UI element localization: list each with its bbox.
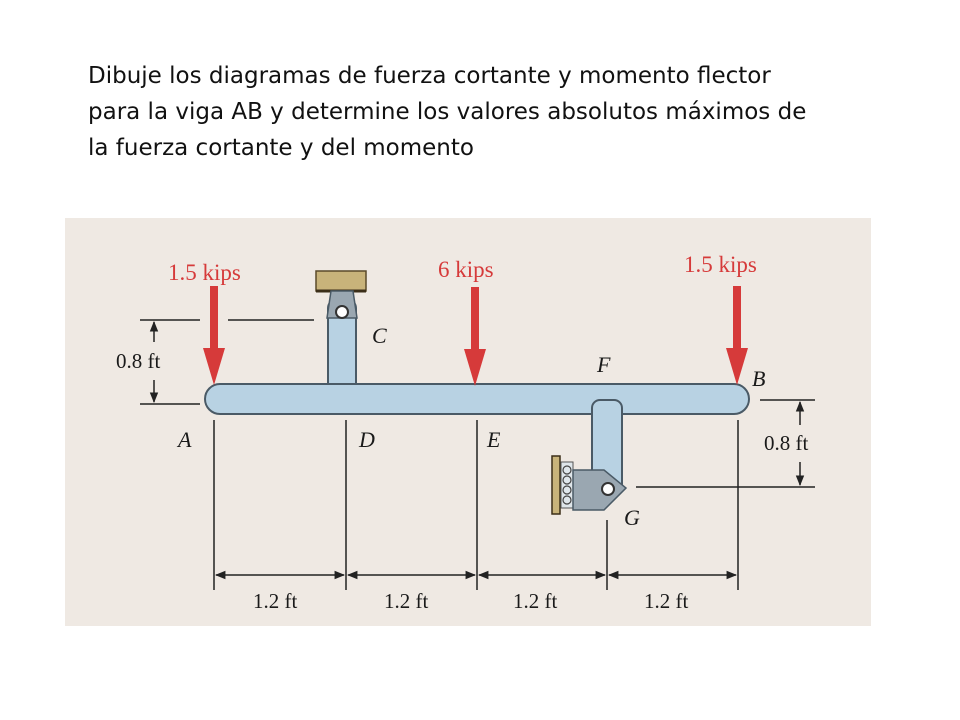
- support-c: [316, 271, 366, 291]
- problem-statement: [88, 58, 908, 166]
- left-offset-label: 0.8 ft: [116, 349, 161, 373]
- point-label-e: E: [487, 427, 501, 452]
- point-label-g: G: [624, 505, 640, 530]
- span-dimensions: [214, 420, 738, 590]
- member-cd: [327, 291, 357, 396]
- point-label-a: A: [178, 427, 192, 452]
- beam-ab: [205, 384, 749, 414]
- problem-line-3: la fuerza cortante y del momento: [88, 135, 474, 161]
- point-label-d: D: [359, 427, 375, 452]
- load-label-b: 1.5 kips: [684, 252, 757, 277]
- right-offset-label: 0.8 ft: [764, 431, 809, 455]
- span-label-gb: 1.2 ft: [644, 589, 689, 613]
- span-label-de: 1.2 ft: [384, 589, 429, 613]
- load-label-a: 1.5 kips: [168, 260, 241, 285]
- point-label-c: C: [372, 323, 387, 348]
- force-arrow-e: [464, 287, 486, 386]
- load-label-e: 6 kips: [438, 257, 494, 282]
- member-fg: [552, 400, 626, 514]
- problem-line-1: Dibuje los diagramas de fuerza cortante y momento flector: [88, 63, 771, 89]
- problem-line-2: para la viga AB y determine los valores absolutos máximos de: [88, 99, 807, 125]
- point-label-f: F: [597, 352, 611, 377]
- beam-figure: [65, 218, 871, 626]
- point-label-b: B: [752, 366, 766, 391]
- span-label-ad: 1.2 ft: [253, 589, 298, 613]
- force-arrow-b: [726, 286, 748, 385]
- span-label-eg: 1.2 ft: [513, 589, 558, 613]
- beam-diagram: [65, 218, 871, 626]
- force-arrow-a: [203, 286, 225, 385]
